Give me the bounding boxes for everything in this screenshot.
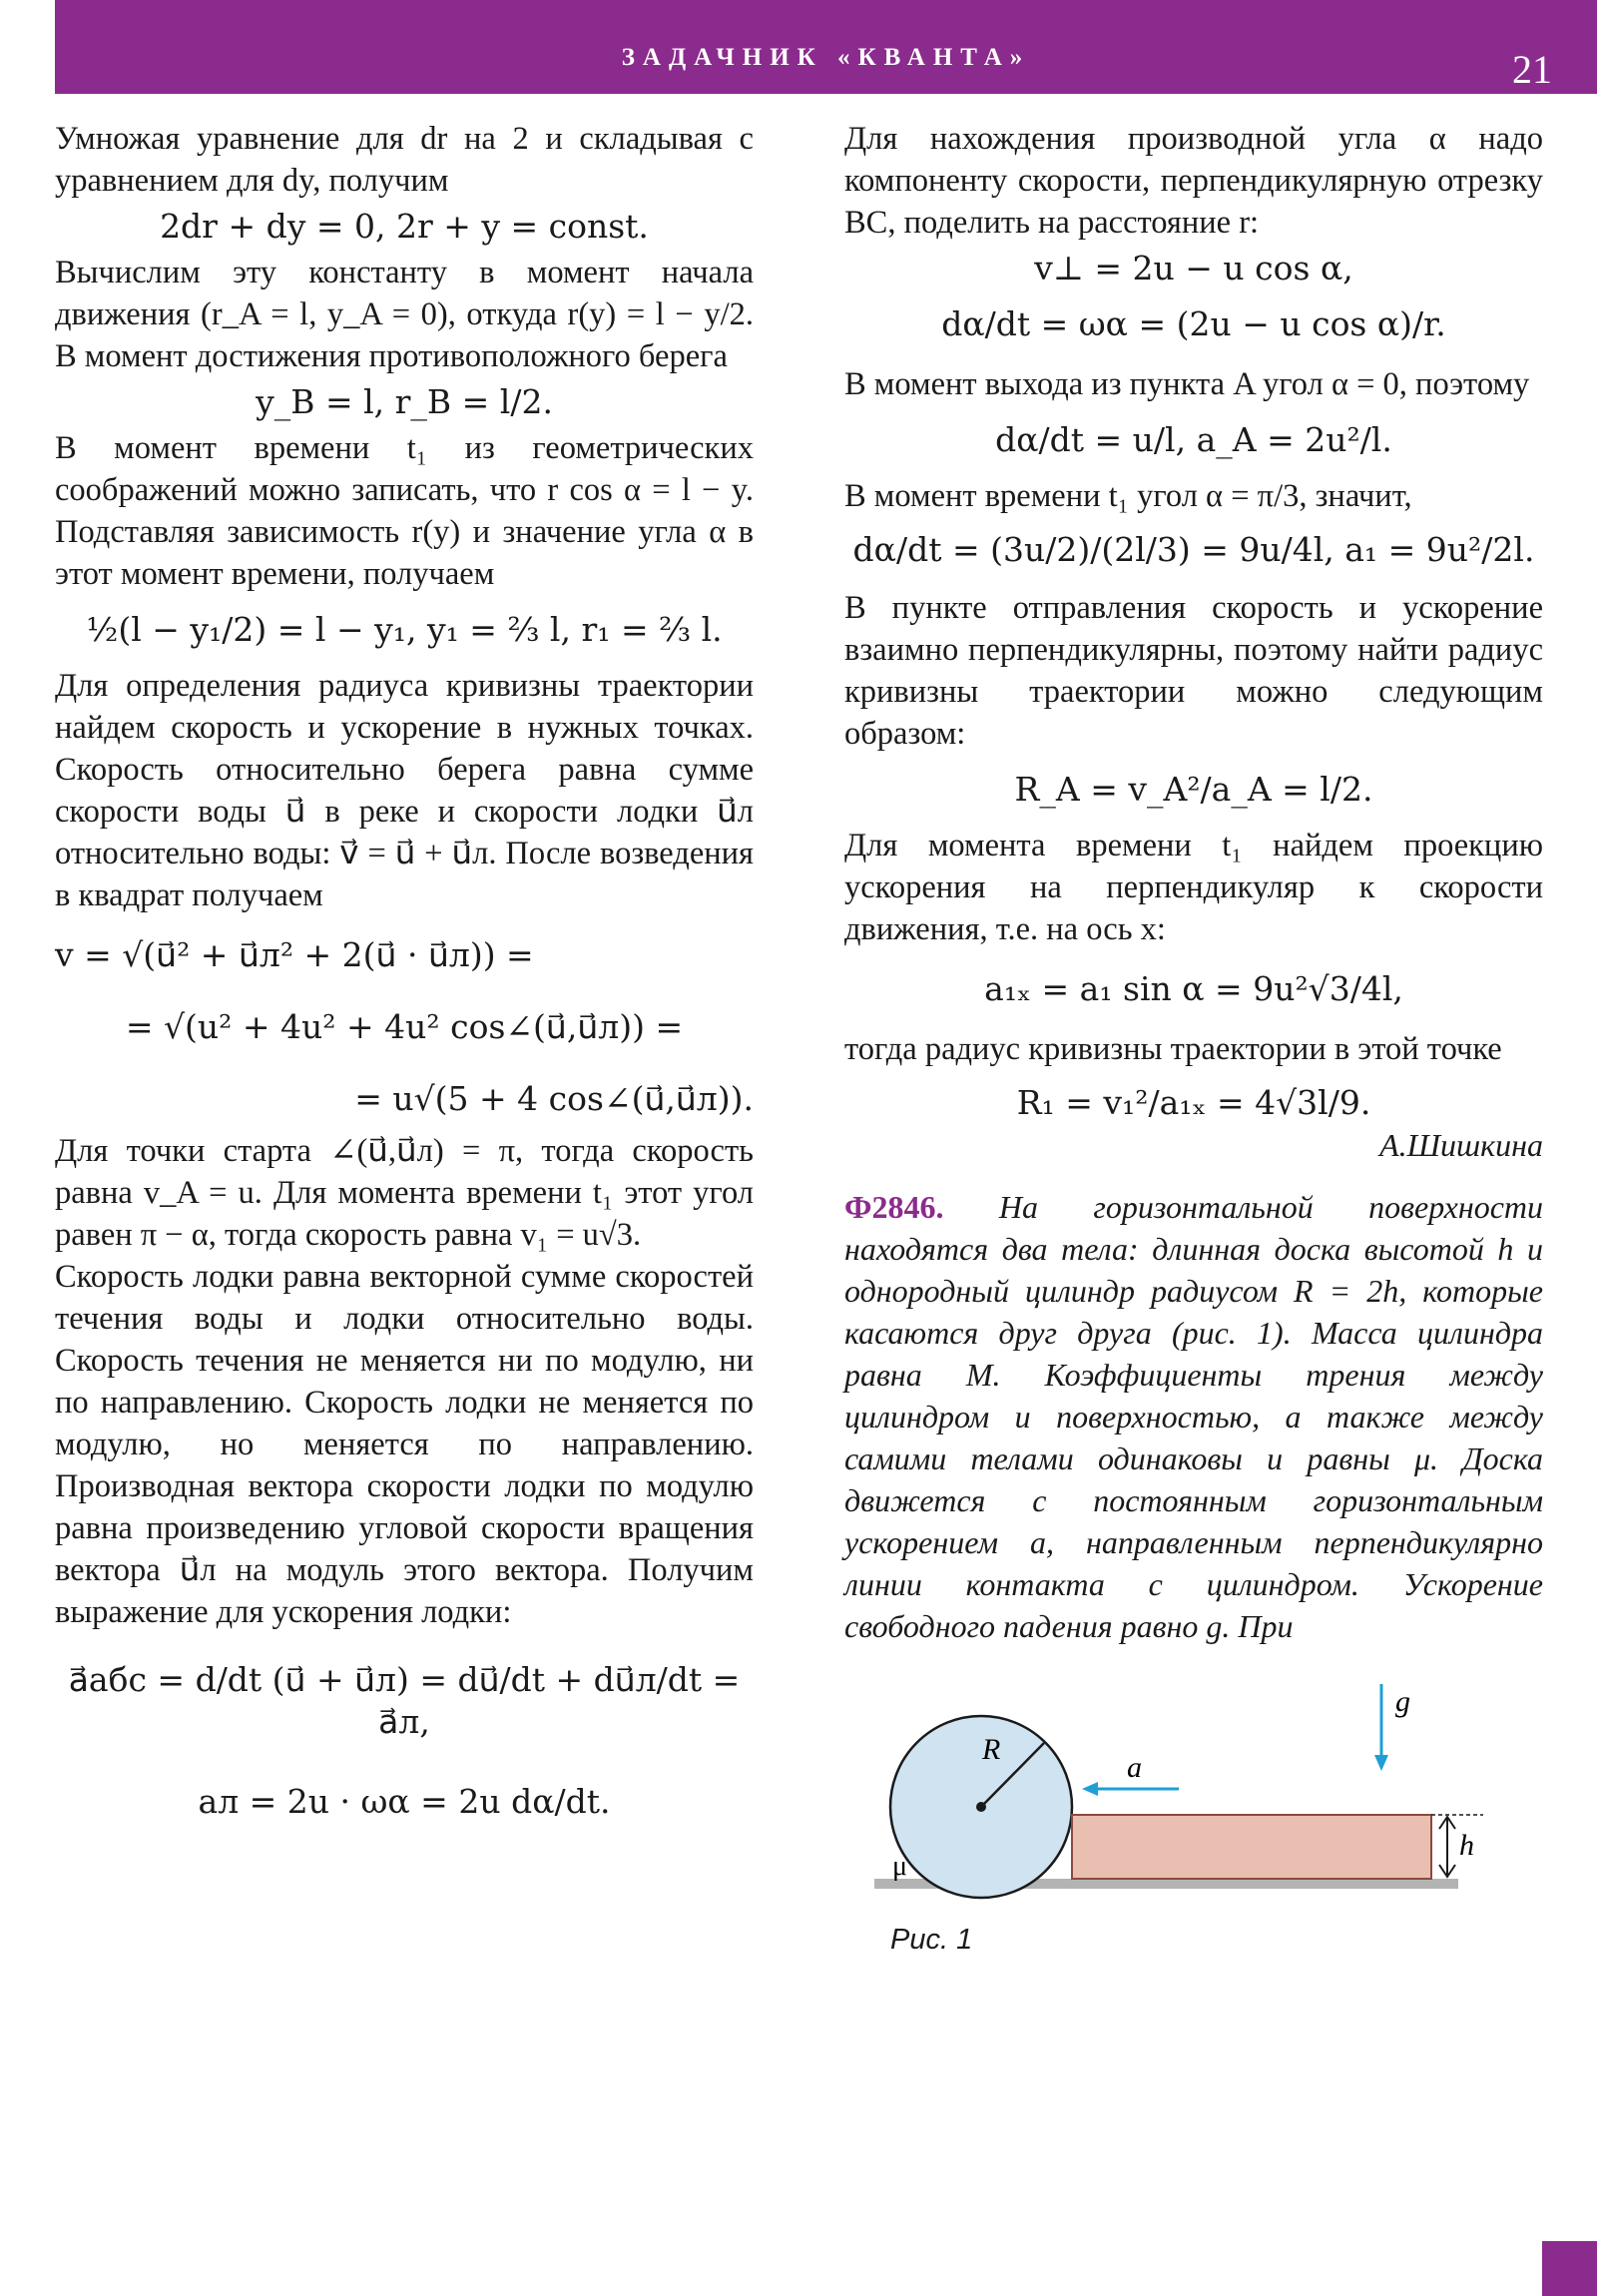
problem-text: На горизонтальной поверхности находятся два тела: длинная доска высотой h и однородный цилиндр радиусом R = 2h, которые касаются друг друга (рис. 1). Масса цилиндра равна M. Коэффициенты трения между цилиндром и поверхностью, а также между самими телами одинаковы и равны μ. Доска движется с постоянным горизонтальным ускорением a, направленным перпендикулярно линии контакта с цилиндром. Ускорение свободного падения равно g. При	[844, 1189, 1544, 1644]
equation: a⃗абс = d/dt (u⃗ + u⃗л) = du⃗/dt + du⃗л/dt = a⃗л,	[68, 1660, 741, 1741]
paragraph: Скорость лодки равна векторной сумме скоростей течения воды и лодки относительно воды. Скорость течения не меняется ни по модулю, ни по направлению. Скорость лодки не меняется по модулю, но меняется по направлению. Производная вектора скорости лодки по модулю равна произведению угловой скорости вращения вектора u⃗л на модуль этого вектора. Получим выражение для ускорения лодки:	[55, 1259, 754, 1630]
paragraph: тогда радиус кривизны траектории в этой точке	[844, 1031, 1502, 1067]
board	[1072, 1815, 1431, 1879]
equation: y_B = l, r_B = l/2.	[256, 382, 553, 421]
left-column	[55, 118, 754, 1827]
equation: v = √(u⃗² + u⃗л² + 2(u⃗ · u⃗л)) =	[55, 935, 534, 974]
equation: dα/dt = u/l, a_A = 2u²/l.	[995, 420, 1392, 459]
right-column	[844, 118, 1543, 1957]
paragraph: В момент времени t₁ угол α = π/3, значит,	[844, 478, 1412, 514]
equation: v⊥ = 2u − u cos α,	[1034, 249, 1353, 287]
gravity-arrowhead	[1374, 1755, 1388, 1771]
equation: a₁ₓ = a₁ sin α = 9u²√3/4l,	[984, 969, 1403, 1008]
equation: aл = 2u · ωα = 2u dα/dt.	[198, 1782, 611, 1821]
problem-statement	[844, 1186, 1543, 1647]
acceleration-arrowhead	[1082, 1782, 1098, 1796]
journal-section-title: ЗАДАЧНИК «КВАНТА»	[621, 44, 1031, 71]
equation: = u√(5 + 4 cos∠(u⃗,u⃗л)).	[354, 1079, 754, 1118]
page-header	[55, 0, 1597, 94]
equation: 2dr + dy = 0, 2r + y = const.	[160, 207, 649, 246]
paragraph: В момент выхода из пункта A угол α = 0, поэтому	[844, 366, 1530, 402]
label-a: a	[1127, 1751, 1142, 1784]
page-number: 21	[1512, 47, 1552, 92]
paragraph: В пункте отправления скорость и ускорение взаимно перпендикулярны, поэтому найти радиус кривизны траектории можно следующим образом:	[844, 590, 1543, 752]
paragraph: В момент времени t₁ из геометрических соображений можно записать, что r cos α = l − y. Подставляя зависимость r(y) и значение угла α в этот момент времени, получаем	[55, 430, 754, 592]
equation: = √(u² + 4u² + 4u² cos∠(u⃗,u⃗л)) =	[125, 1007, 684, 1046]
paragraph: Для точки старта ∠(u⃗,u⃗л) = π, тогда скорость равна v_A = u. Для момента времени t₁ этот угол равен π − α, тогда скорость равна v₁ = u√3.	[55, 1133, 754, 1253]
equation: R_A = v_A²/a_A = l/2.	[1014, 770, 1373, 809]
problem-number: Ф2846.	[844, 1189, 944, 1225]
label-mu: μ	[892, 1851, 908, 1882]
equation: R₁ = v₁²/a₁ₓ = 4√3l/9.	[1016, 1083, 1371, 1122]
figure-caption: Рис. 1	[890, 1924, 973, 1956]
figure-1	[844, 1669, 1543, 1957]
cylinder-board-diagram	[844, 1669, 1543, 1919]
label-h: h	[1459, 1829, 1474, 1862]
equation: dα/dt = ωα = (2u − u cos α)/r.	[941, 304, 1446, 343]
paragraph: Вычислим эту константу в момент начала движения (r_A = l, y_A = 0), откуда r(y) = l − y/2. В момент достижения противоположного берега	[55, 255, 754, 374]
paragraph: Для определения радиуса кривизны траектории найдем скорость и ускорение в нужных точках. Скорость относительно берега равна сумме скорости воды u⃗ в реке и скорости лодки u⃗л относительно воды: v⃗ = u⃗ + u⃗л. После возведения в квадрат получаем	[55, 668, 754, 913]
paragraph: Умножая уравнение для dr на 2 и складывая с уравнением для dy, получим	[55, 121, 754, 199]
paragraph: Для момента времени t₁ найдем проекцию ускорения на перпендикуляр к скорости движения, т.е. на ось x:	[844, 828, 1543, 947]
label-g: g	[1395, 1685, 1410, 1718]
label-R: R	[982, 1733, 1001, 1766]
equation: dα/dt = (3u/2)/(2l/3) = 9u/4l, a₁ = 9u²/2l.	[852, 530, 1535, 569]
equation: ½(l − y₁/2) = l − y₁, y₁ = ⅔ l, r₁ = ⅔ l.	[86, 610, 723, 649]
page-corner-mark	[1542, 2241, 1597, 2296]
author-signature: А.Шишкина	[1379, 1127, 1543, 1163]
paragraph: Для нахождения производной угла α надо компоненту скорости, перпендикулярную отрезку BC, поделить на расстояние r:	[844, 121, 1543, 241]
